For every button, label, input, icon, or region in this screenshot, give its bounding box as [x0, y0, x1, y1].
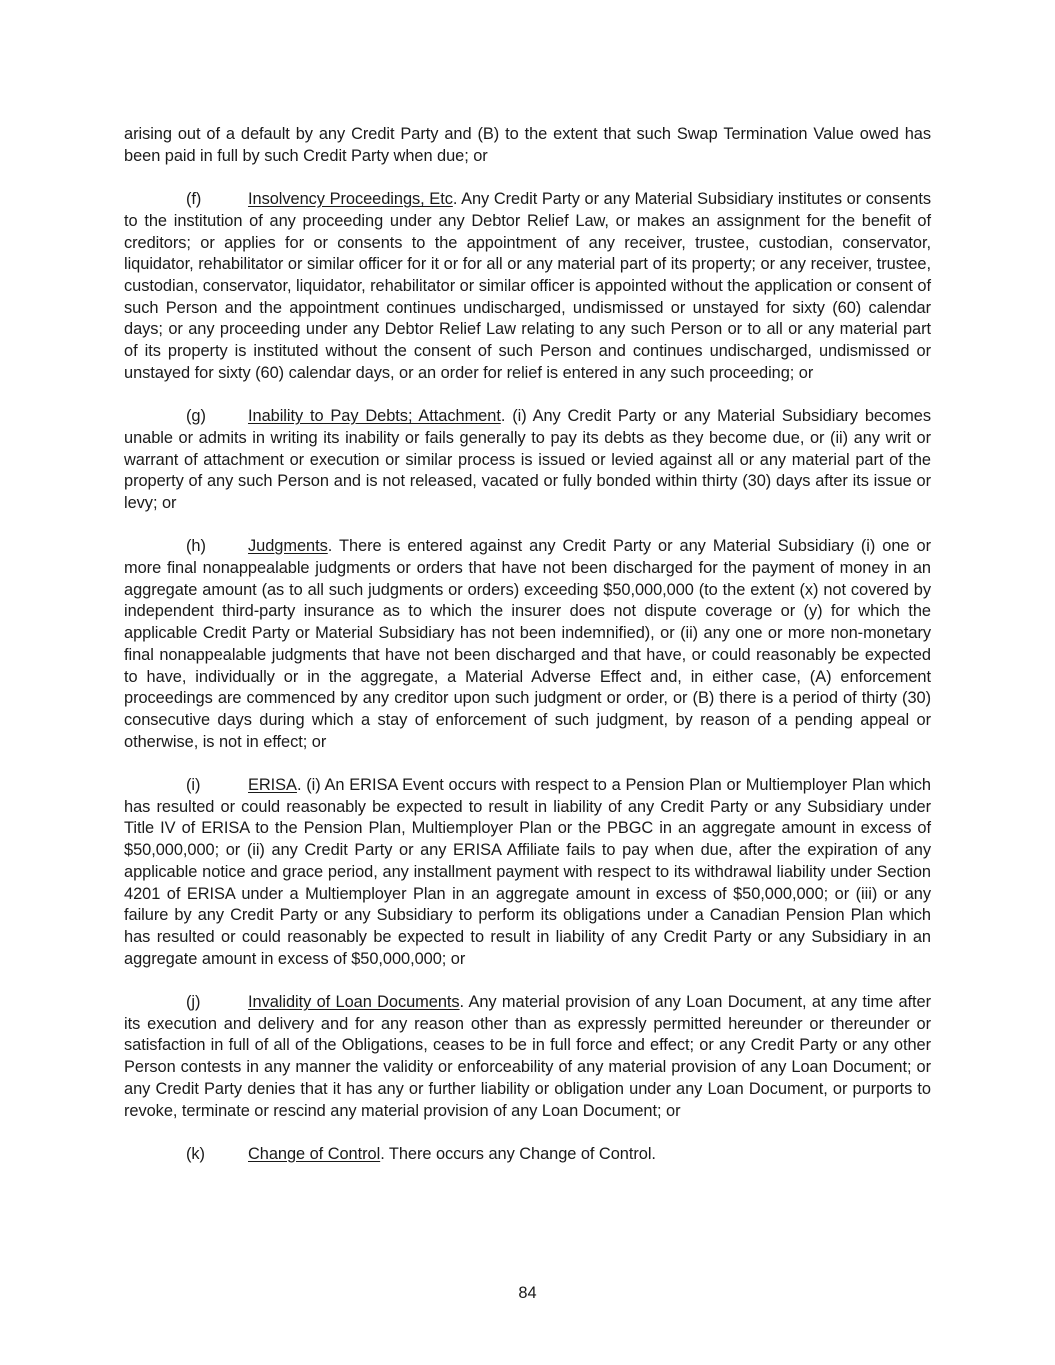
section-h-heading: Judgments	[248, 537, 328, 556]
section-j-text: . Any material provision of any Loan Document, at any time after its execution and delivery and for any reason other than as expressly permitted hereunder or thereunder or satisfaction in full of all of the Obligations, ceases to be in full force and effect; or any Credit Party or any other Person contests in any manner the validity or enforceability of any material provision of any Loan Document; or any Credit Party denies that it has any or further liability or obligation under any Loan Document, or purports to revoke, terminate or rescind any material provision of any Loan Document; or	[124, 993, 931, 1120]
section-f	[124, 189, 931, 384]
section-i-text: . (i) An ERISA Event occurs with respect to a Pension Plan or Multiemployer Plan which has resulted or could reasonably be expected to result in liability of any Credit Party or any Subsidiary under Title IV of ERISA to the Pension Plan, Multiemployer Plan or the PBGC in an aggregate amount in excess of $50,000,000; or (ii) any Credit Party or any ERISA Affiliate fails to pay when due, after the expiration of any applicable notice and grace period, any installment payment with respect to its withdrawal liability under Section 4201 of ERISA under a Multiemployer Plan in an aggregate amount in excess of $50,000,000; or (iii) or any failure by any Credit Party or any Subsidiary to perform its obligations under a Canadian Pension Plan which has resulted or could reasonably be expected to result in liability of any Credit Party or any Subsidiary in an aggregate amount in excess of $50,000,000; or	[124, 776, 931, 968]
intro-paragraph: arising out of a default by any Credit Party and (B) to the extent that such Swap Termination Value owed has been paid in full by such Credit Party when due; or	[124, 125, 931, 165]
section-h-label: (h)	[186, 537, 206, 556]
section-h	[124, 536, 931, 753]
section-k	[124, 1144, 931, 1166]
section-j	[124, 992, 931, 1122]
section-g-label: (g)	[186, 407, 206, 426]
section-g	[124, 406, 931, 515]
section-k-text: . There occurs any Change of Control.	[380, 1144, 656, 1163]
section-k-label: (k)	[186, 1144, 205, 1163]
section-i-label: (i)	[186, 776, 201, 795]
section-i	[124, 775, 931, 970]
section-f-label: (f)	[186, 190, 202, 209]
section-g-heading: Inability to Pay Debts; Attachment	[248, 407, 501, 426]
section-j-label: (j)	[186, 993, 201, 1012]
section-k-heading: Change of Control	[248, 1144, 381, 1163]
section-g-text: . (i) Any Credit Party or any Material Subsidiary becomes unable or admits in writing its inability or fails generally to pay its debts as they become due, or (ii) any writ or warrant of attachment or execution or similar process is issued or levied against all or any material part of the property of any such Person and is not released, vacated or fully bonded within thirty (30) days after its issue or levy; or	[124, 407, 931, 512]
section-f-text: . Any Credit Party or any Material Subsidiary institutes or consents to the institution of any proceeding under any Debtor Relief Law, or makes an assignment for the benefit of creditors; or applies for or consents to the appointment of any receiver, trustee, custodian, conservator, liquidator, rehabilitator or similar officer for it or for all or any material part of its property; or any receiver, trustee, custodian, conservator, liquidator, rehabilitator or similar officer is appointed without the application or consent of such Person and the appointment continues undischarged, undismissed or unstayed for sixty (60) calendar days; or any proceeding under any Debtor Relief Law relating to any such Person or to all or any material part of its property is instituted without the consent of such Person and continues undischarged, undismissed or unstayed for sixty (60) calendar days, or an order for relief is entered in any such proceeding; or	[124, 190, 931, 382]
section-f-heading: Insolvency Proceedings, Etc	[248, 190, 453, 209]
document-body	[124, 124, 931, 1187]
section-i-heading: ERISA	[248, 776, 297, 795]
page-number: 84	[518, 1284, 537, 1302]
section-h-text: . There is entered against any Credit Party or any Material Subsidiary (i) one or more final nonappealable judgments or orders that have not been discharged for the payment of money in an aggregate amount (as to all such judgments or orders) exceeding $50,000,000 (to the extent (x) not covered by independent third-party insurance as to which the insurer does not dispute coverage or (y) for which the applicable Credit Party or Material Subsidiary has not been indemnified), or (ii) any one or more non-monetary final nonappealable judgments that have not been discharged and that have, or could reasonably be expected to have, individually or in the aggregate, a Material Adverse Effect and, in either case, (A) enforcement proceedings are commenced by any creditor upon such judgment or order, or (B) there is a period of thirty (30) consecutive days during which a stay of enforcement of such judgment, by reason of a pending appeal or otherwise, is not in effect; or	[124, 537, 931, 751]
section-j-heading: Invalidity of Loan Documents	[248, 993, 460, 1012]
